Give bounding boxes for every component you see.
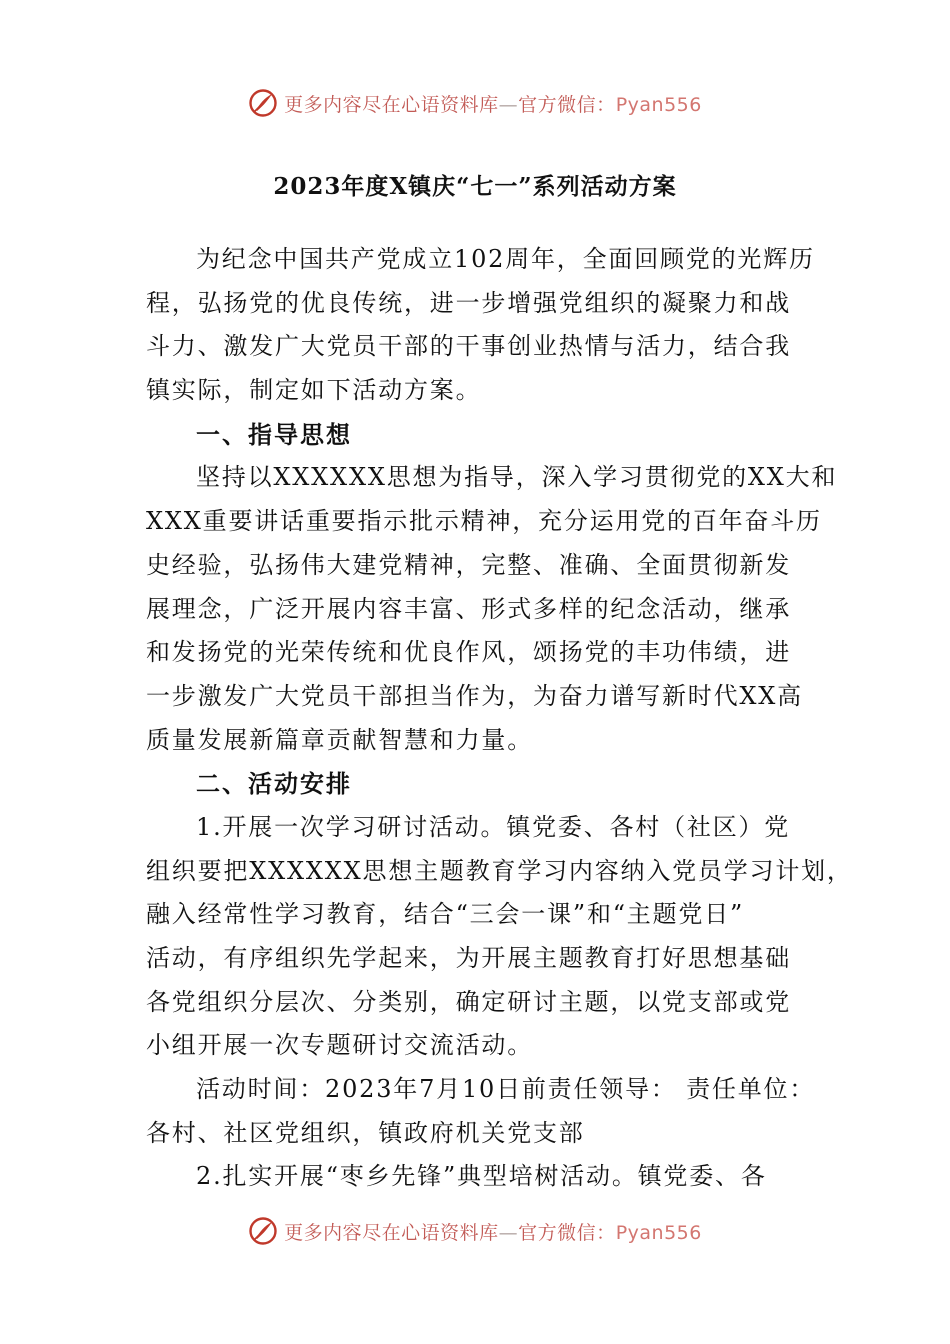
text-line: 组织要把XXXXXX思想主题教育学习内容纳入党员学习计划， [146, 856, 853, 885]
quill-logo-icon [248, 88, 278, 118]
watermark-wechat-label: 官方微信： [518, 1221, 616, 1244]
text-line: 程，弘扬党的优良传统，进一步增强党组织的凝聚力和战 [146, 288, 791, 317]
watermark-site: 更多内容尽在心语资料库 [284, 93, 499, 116]
watermark-text [284, 1218, 702, 1245]
header-watermark [0, 83, 950, 123]
document-title: 2023年度X镇庆“七一”系列活动方案 [273, 173, 677, 200]
text-line: 为纪念中国共产党成立102周年，全面回顾党的光辉历 [196, 245, 815, 273]
text-line: 融入经常性学习教育，结合“三会一课”和“主题党日” [146, 900, 745, 929]
text-line: 2.扎实开展“枣乡先锋”典型培树活动。镇党委、各 [196, 1162, 767, 1191]
watermark-site: 更多内容尽在心语资料库 [284, 1221, 499, 1244]
watermark-dash: — [498, 1221, 519, 1244]
watermark-dash: — [498, 93, 519, 116]
text-line: 1.开展一次学习研讨活动。镇党委、各村（社区）党 [196, 812, 791, 841]
text-line: XXX重要讲话重要指示批示精神，充分运用党的百年奋斗历 [146, 507, 822, 536]
quill-logo-icon [248, 1216, 278, 1246]
text-line: 史经验，弘扬伟大建党精神，完整、准确、全面贯彻新发 [146, 550, 791, 579]
watermark-wechat-id: Pyan556 [615, 93, 702, 116]
document-body [146, 238, 853, 1199]
text-line: 小组开展一次专题研讨交流活动。 [146, 1031, 533, 1060]
text-line: 质量发展新篇章贡献智慧和力量。 [146, 725, 533, 754]
watermark-text [284, 90, 702, 117]
text-line: 各村、社区党组织，镇政府机关党支部 [146, 1118, 585, 1147]
text-line: 斗力、激发广大党员干部的干事创业热情与活力，结合我 [146, 332, 791, 361]
text-line: 镇实际，制定如下活动方案。 [146, 376, 482, 405]
text-line: 活动时间：2023年7月10日前责任领导： 责任单位： [196, 1075, 816, 1104]
section-heading: 二、活动安排 [196, 769, 352, 799]
text-line: 各党组织分层次、分类别，确定研讨主题，以党支部或党 [146, 987, 791, 1016]
text-line: 坚持以XXXXXX思想为指导，深入学习贯彻党的XX大和 [196, 463, 838, 492]
footer-watermark [0, 1211, 950, 1251]
text-line: 一步激发广大党员干部担当作为，为奋力谱写新时代XX高 [146, 681, 803, 710]
text-line: 活动，有序组织先学起来，为开展主题教育打好思想基础 [146, 944, 791, 972]
watermark-wechat-label: 官方微信： [518, 93, 616, 116]
text-line: 展理念，广泛开展内容丰富、形式多样的纪念活动，继承 [146, 594, 791, 623]
text-line: 和发扬党的光荣传统和优良作风，颂扬党的丰功伟绩，进 [146, 638, 791, 667]
section-heading: 一、指导思想 [196, 419, 352, 449]
watermark-wechat-id: Pyan556 [615, 1221, 702, 1244]
